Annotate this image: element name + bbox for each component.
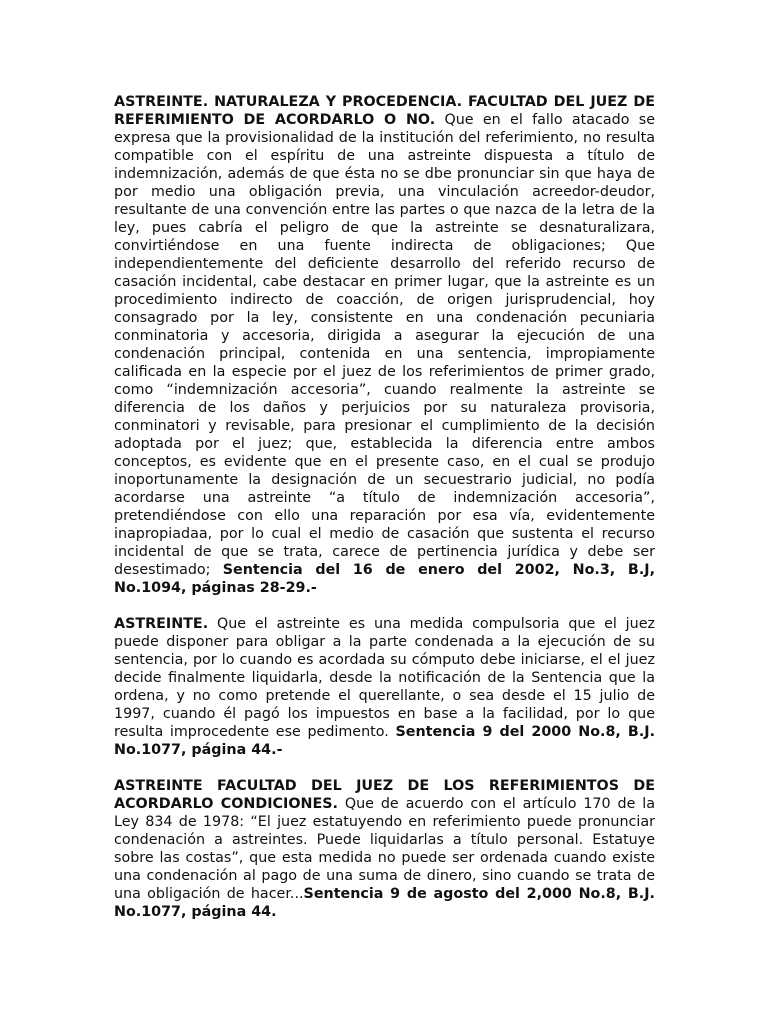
- entry-heading: ASTREINTE FACULTAD DEL JUEZ DE LOS REFERIMIENTOS DE ACORDARLO CONDICIONES.: [114, 778, 655, 812]
- entry-citation: Sentencia del 16 de enero del 2002, No.3, B.J, No.1094, páginas 28-29.-: [114, 562, 655, 596]
- entry-body: Que el astreinte es una medida compulsoria que el juez puede disponer para obligar a la parte condenada a la ejecución de su sentencia, por lo cuando es acordada su cómputo debe iniciarse, el el juez decide finalmente liquidarla, desde la notificación de la Sentencia que la ordena, y no como pretende el querellante, o sea desde el 15 julio de 1997, cuando él pagó los impuestos en base a la facilidad, por lo que resulta improcedente ese pedimento.: [114, 616, 656, 740]
- jurisprudence-entry-1: [114, 93, 655, 597]
- entry-citation: Sentencia 9 de agosto del 2,000 No.8, B.J. No.1077, página 44.: [114, 886, 655, 920]
- document-page: [114, 93, 655, 939]
- jurisprudence-entry-2: [114, 615, 655, 759]
- entry-body: Que en el fallo atacado se expresa que la provisionalidad de la institución del referimiento, no resulta compatible con el espíritu de una astreinte dispuesta a título de indemnización, además de que ésta no se dbe pronunciar sin que haya de por medio una obligación previa, una vinculación acreedor-deudor, resultante de una convención entre las partes o que nazca de la letra de la ley, pues cabría el peligro de que la astreinte se desnaturalizara, convirtiéndose en una fuente indirecta de obligaciones; Que independientemente del deficiente desarrollo del referido recurso de casación incidental, cabe destacar en primer lugar, que la astreinte es un procedimiento indirecto de coacción, de origen jurisprudencial, hoy consagrado por la ley, consistente en una condenación pecuniaria conminatoria y accesoria, dirigida a asegurar la ejecución de una condenación principal, contenida en una sentencia, impropiamente calificada en la especie por el juez de los referimientos de primer grado, como “indemnización accesoria”, cuando realmente la astreinte se diferencia de los daños y perjuicios por su naturaleza provisoria, conminatori y revisable, para presionar el cumplimiento de la decisión adoptada por el juez; que, establecida la diferencia entre ambos conceptos, es evidente que en el presente caso, en el cual se produjo inoportunamente la designación de un secuestrario judicial, no podía acordarse una astreinte “a título de indemnización accesoria”, pretendiéndose con ello una reparación por esa vía, evidentemente inapropiadaa, por lo cual el medio de casación que sustenta el recurso incidental de que se trata, carece de pertinencia jurídica y debe ser desestimado;: [114, 112, 656, 578]
- entry-citation: Sentencia 9 del 2000 No.8, B.J. No.1077, página 44.-: [114, 724, 656, 758]
- entry-body: Que de acuerdo con el artículo 170 de la Ley 834 de 1978: “El juez estatuyendo en referimiento puede pronunciar condenación a astreintes. Puede liquidarlas a título personal. Estatuye sobre las costas”, que esta medida no puede ser ordenada cuando existe una condenación al pago de una suma de dinero, sino cuando se trata de una obligación de hacer...: [114, 796, 655, 902]
- entry-heading: ASTREINTE. NATURALEZA Y PROCEDENCIA. FACULTAD DEL JUEZ DE REFERIMIENTO DE ACORDARLO O NO.: [114, 94, 655, 128]
- jurisprudence-entry-3: [114, 777, 655, 921]
- entry-heading: ASTREINTE.: [114, 616, 209, 632]
